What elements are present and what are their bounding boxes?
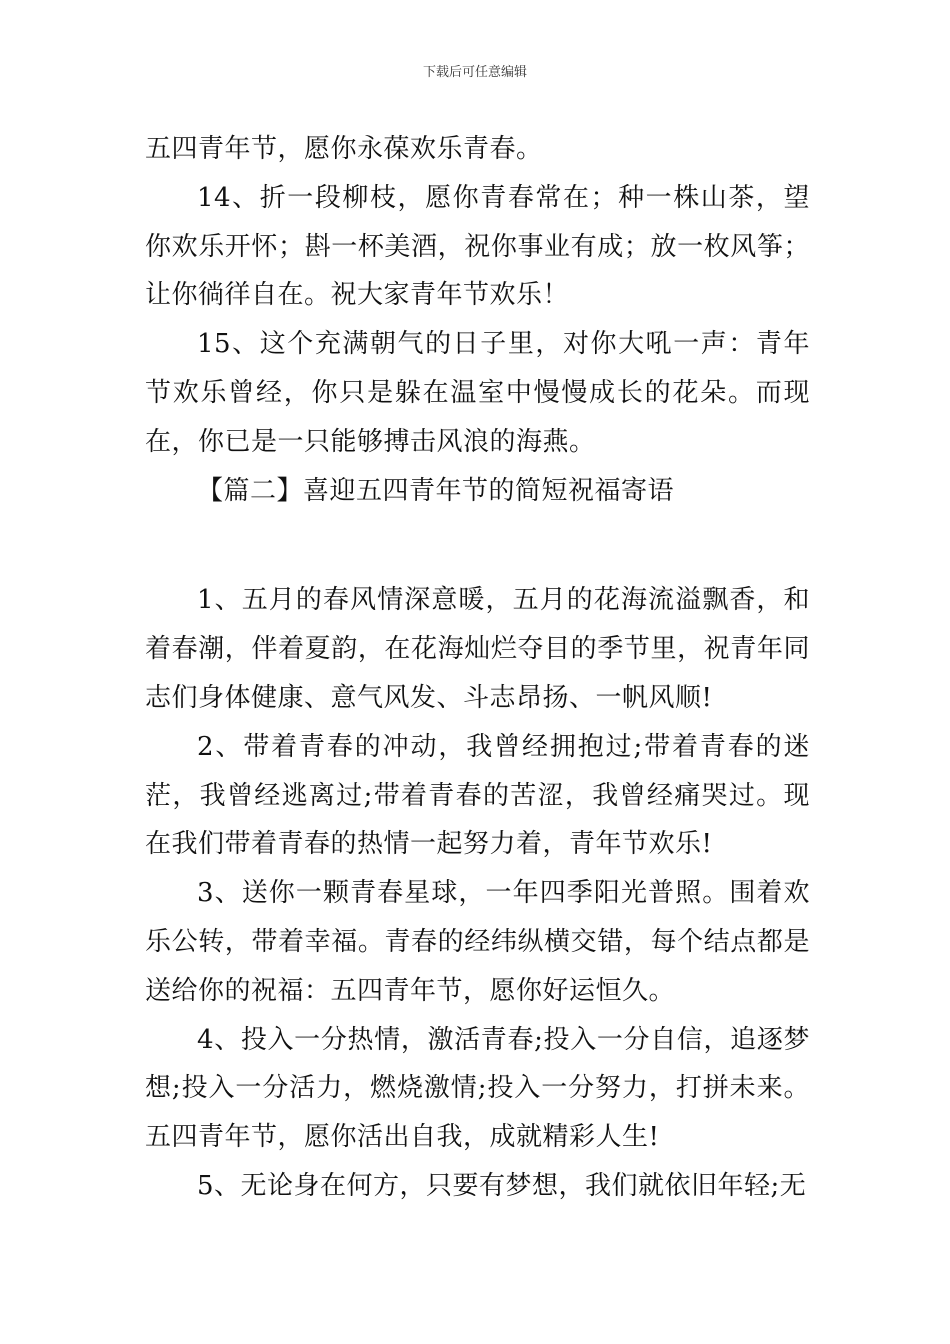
section-heading: 【篇二】喜迎五四青年节的简短祝福寄语 [197, 475, 675, 506]
list-item: 4、投入一分热情，激活青春;投入一分自信，追逐梦想;投入一分活力，燃烧激情;投入一分努力，打拼未来。五四青年节，愿你活出自我，成就精彩人生! [145, 1024, 810, 1153]
list-item: 5、无论身在何方，只要有梦想，我们就依旧年轻;无 [197, 1170, 807, 1201]
paragraph-continuation: 五四青年节，愿你永葆欢乐青春。 [145, 134, 543, 164]
paragraph-item-15: 15、这个充满朝气的日子里，对你大吼一声：青年节欢乐曾经，你只是躲在温室中慢慢成长的花朵。而现在，你已是一只能够搏击风浪的海燕。 [145, 329, 810, 457]
page-header: 下载后可任意编辑 [422, 65, 527, 80]
list-item: 2、带着青春的冲动，我曾经拥抱过;带着青春的迷茫，我曾经逃离过;带着青春的苦涩，我曾经痛哭过。现在我们带着青春的热情一起努力着，青年节欢乐! [145, 731, 810, 860]
paragraph-item-14: 14、折一段柳枝，愿你青春常在；种一株山茶，望你欢乐开怀；斟一杯美酒，祝你事业有成；放一枚风筝；让你徜徉自在。祝大家青年节欢乐！ [145, 182, 810, 311]
document-body [145, 125, 810, 1211]
list-item: 1、五月的春风情深意暖，五月的花海流溢飘香，和着春潮，伴着夏韵，在花海灿烂夺目的季节里，祝青年同志们身体健康、意气风发、斗志昂扬、一帆风顺! [145, 585, 810, 713]
list-item: 3、送你一颗青春星球，一年四季阳光普照。围着欢乐公转，带着幸福。青春的经纬纵横交错，每个结点都是送给你的祝福：五四青年节，愿你好运恒久。 [145, 878, 810, 1006]
blank-spacer [145, 515, 810, 576]
